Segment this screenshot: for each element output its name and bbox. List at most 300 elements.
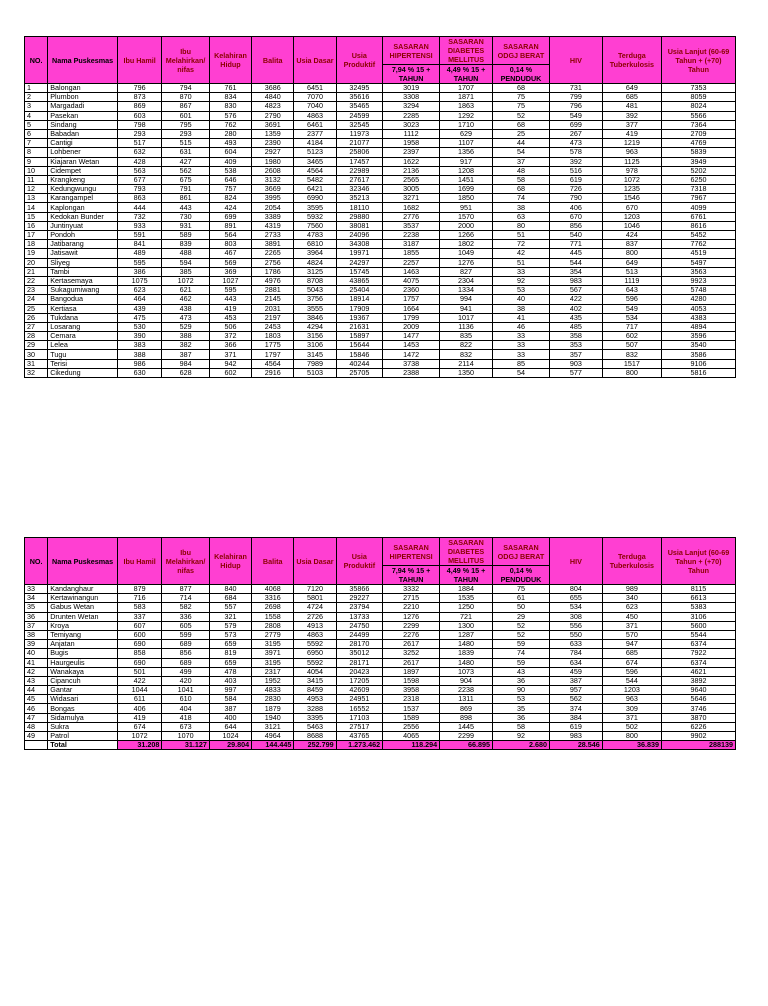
cell-value: 858	[117, 649, 161, 658]
cell-value: 372	[209, 332, 251, 341]
cell-value: 577	[549, 368, 602, 377]
cell-value: 799	[549, 93, 602, 102]
table-row	[25, 249, 736, 258]
cell-value: 1622	[383, 157, 440, 166]
cell-value: 1072	[602, 175, 661, 184]
cell-value: 3892	[661, 676, 735, 685]
cell-value: 610	[162, 695, 210, 704]
cell-value: 2388	[383, 368, 440, 377]
table-row	[25, 359, 736, 368]
cell-value: 464	[117, 295, 161, 304]
cell-value: 761	[209, 84, 251, 93]
row-number: 1	[25, 84, 48, 93]
cell-value: 7364	[661, 120, 735, 129]
cell-value: 35012	[336, 649, 382, 658]
col-no: NO.	[25, 538, 48, 585]
cell-value: 1203	[602, 212, 661, 221]
cell-value: 4383	[661, 313, 735, 322]
cell-value: 488	[162, 249, 210, 258]
cell-value: 390	[117, 332, 161, 341]
col-ibu-melahirkan: Ibu Melahirkan/ nifas	[162, 37, 210, 84]
cell-value: 385	[162, 267, 210, 276]
cell-value: 8459	[294, 686, 336, 695]
cell-value: 869	[117, 102, 161, 111]
cell-value: 873	[117, 93, 161, 102]
cell-value: 1136	[440, 322, 493, 331]
cell-value: 7318	[661, 185, 735, 194]
cell-value: 506	[209, 322, 251, 331]
cell-value: 604	[209, 148, 251, 157]
cell-value: 861	[162, 194, 210, 203]
cell-value: 475	[117, 313, 161, 322]
total-value: 252.799	[294, 741, 336, 750]
cell-value: 6990	[294, 194, 336, 203]
table-row	[25, 157, 736, 166]
cell-value: 15644	[336, 341, 382, 350]
cell-value: 61	[492, 594, 549, 603]
cell-value: 898	[440, 713, 493, 722]
cell-value: 438	[162, 304, 210, 313]
cell-value: 726	[549, 185, 602, 194]
cell-value: 481	[602, 102, 661, 111]
table-row	[25, 368, 736, 377]
puskesmas-name: Kiajaran Wetan	[48, 157, 118, 166]
col-diabetes-sub: 4,49 % 15 + TAHUN	[440, 65, 493, 84]
cell-value: 3870	[661, 713, 735, 722]
cell-value: 3195	[252, 640, 294, 649]
cell-value: 677	[117, 175, 161, 184]
cell-value: 5566	[661, 111, 735, 120]
total-value: 288139	[661, 741, 735, 750]
cell-value: 387	[162, 350, 210, 359]
row-number: 47	[25, 713, 48, 722]
cell-value: 20423	[336, 667, 382, 676]
col-odgj-sub: 0,14 % PENDUDUK	[492, 65, 549, 84]
cell-value: 33	[492, 332, 549, 341]
cell-value: 544	[549, 258, 602, 267]
cell-value: 7560	[294, 221, 336, 230]
cell-value: 1072	[162, 276, 210, 285]
puskesmas-name: Kertawinangun	[48, 594, 118, 603]
table-row	[25, 313, 736, 322]
cell-value: 392	[602, 111, 661, 120]
cell-value: 29227	[336, 594, 382, 603]
cell-value: 1589	[383, 713, 440, 722]
puskesmas-name: Kroya	[48, 621, 118, 630]
cell-value: 3132	[252, 175, 294, 184]
cell-value: 942	[209, 359, 251, 368]
cell-value: 4184	[294, 139, 336, 148]
row-number: 17	[25, 231, 48, 240]
total-value: 66.895	[440, 741, 493, 750]
table-row	[25, 667, 736, 676]
cell-value: 983	[549, 276, 602, 285]
cell-value: 891	[209, 221, 251, 230]
cell-value: 1219	[602, 139, 661, 148]
cell-value: 50	[492, 603, 549, 612]
cell-value: 621	[162, 286, 210, 295]
puskesmas-name: Haurgeulis	[48, 658, 118, 667]
col-balita: Balita	[252, 538, 294, 585]
table-row	[25, 102, 736, 111]
cell-value: 3332	[383, 585, 440, 594]
cell-value: 321	[209, 612, 251, 621]
cell-value: 791	[162, 185, 210, 194]
cell-value: 1980	[252, 157, 294, 166]
row-number: 27	[25, 322, 48, 331]
cell-value: 2779	[252, 630, 294, 639]
cell-value: 4065	[383, 732, 440, 741]
cell-value: 1276	[440, 258, 493, 267]
cell-value: 2317	[252, 667, 294, 676]
cell-value: 917	[440, 157, 493, 166]
cell-value: 856	[162, 649, 210, 658]
table-row	[25, 332, 736, 341]
cell-value: 1757	[383, 295, 440, 304]
cell-value: 1472	[383, 350, 440, 359]
cell-value: 74	[492, 194, 549, 203]
cell-value: 17457	[336, 157, 382, 166]
table-1-body	[25, 84, 736, 378]
table-row	[25, 185, 736, 194]
cell-value: 1797	[252, 350, 294, 359]
cell-value: 387	[209, 704, 251, 713]
cell-value: 841	[117, 240, 161, 249]
cell-value: 53	[492, 286, 549, 295]
cell-value: 5463	[294, 722, 336, 731]
cell-value: 1958	[383, 139, 440, 148]
cell-value: 3294	[383, 102, 440, 111]
row-number: 35	[25, 603, 48, 612]
col-usia-dasar: Usia Dasar	[294, 538, 336, 585]
cell-value: 832	[602, 350, 661, 359]
cell-value: 358	[549, 332, 602, 341]
puskesmas-name: Bugis	[48, 649, 118, 658]
cell-value: 4976	[252, 276, 294, 285]
cell-value: 3187	[383, 240, 440, 249]
cell-value: 771	[549, 240, 602, 249]
cell-value: 18914	[336, 295, 382, 304]
cell-value: 2790	[252, 111, 294, 120]
cell-value: 3005	[383, 185, 440, 194]
cell-value: 584	[209, 695, 251, 704]
cell-value: 5043	[294, 286, 336, 295]
cell-value: 1570	[440, 212, 493, 221]
row-number: 43	[25, 676, 48, 685]
cell-value: 513	[602, 267, 661, 276]
cell-value: 23794	[336, 603, 382, 612]
row-number: 30	[25, 350, 48, 359]
cell-value: 4863	[294, 111, 336, 120]
cell-value: 4840	[252, 93, 294, 102]
cell-value: 856	[549, 221, 602, 230]
col-hipertensi: SASARAN HIPERTENSI	[383, 538, 440, 566]
cell-value: 1292	[440, 111, 493, 120]
puskesmas-name: Lelea	[48, 341, 118, 350]
cell-value: 2031	[252, 304, 294, 313]
row-number: 46	[25, 704, 48, 713]
cell-value: 3308	[383, 93, 440, 102]
cell-value: 5592	[294, 658, 336, 667]
col-ibu-hamil: Ibu Hamil	[117, 37, 161, 84]
cell-value: 7120	[294, 585, 336, 594]
table-row	[25, 148, 736, 157]
cell-value: 428	[117, 157, 161, 166]
cell-value: 515	[162, 139, 210, 148]
row-number: 33	[25, 585, 48, 594]
cell-value: 7762	[661, 240, 735, 249]
cell-value: 540	[549, 231, 602, 240]
row-number: 13	[25, 194, 48, 203]
cell-value: 499	[162, 667, 210, 676]
table-row	[25, 276, 736, 285]
cell-value: 7967	[661, 194, 735, 203]
row-number: 21	[25, 267, 48, 276]
cell-value: 1477	[383, 332, 440, 341]
cell-value: 689	[162, 640, 210, 649]
cell-value: 293	[162, 129, 210, 138]
row-number: 6	[25, 129, 48, 138]
table-row	[25, 93, 736, 102]
cell-value: 11973	[336, 129, 382, 138]
puskesmas-name: Babadan	[48, 129, 118, 138]
cell-value: 840	[209, 585, 251, 594]
cell-value: 644	[209, 722, 251, 731]
cell-value: 1802	[440, 240, 493, 249]
puskesmas-name: Anjatan	[48, 640, 118, 649]
cell-value: 36	[492, 676, 549, 685]
cell-value: 3389	[252, 212, 294, 221]
cell-value: 409	[209, 157, 251, 166]
cell-value: 963	[602, 148, 661, 157]
cell-value: 623	[602, 603, 661, 612]
cell-value: 15897	[336, 332, 382, 341]
total-value: 36.839	[602, 741, 661, 750]
cell-value: 1235	[602, 185, 661, 194]
cell-value: 830	[209, 102, 251, 111]
cell-value: 24951	[336, 695, 382, 704]
cell-value: 1107	[440, 139, 493, 148]
table-row	[25, 286, 736, 295]
table-row	[25, 221, 736, 230]
cell-value: 589	[162, 231, 210, 240]
row-number: 18	[25, 240, 48, 249]
cell-value: 2698	[252, 603, 294, 612]
cell-value: 3756	[294, 295, 336, 304]
cell-value: 35616	[336, 93, 382, 102]
cell-value: 485	[549, 322, 602, 331]
cell-value: 9106	[661, 359, 735, 368]
cell-value: 59	[492, 640, 549, 649]
cell-value: 5103	[294, 368, 336, 377]
cell-value: 25	[492, 129, 549, 138]
table-row	[25, 603, 736, 612]
col-balita: Balita	[252, 37, 294, 84]
cell-value: 7989	[294, 359, 336, 368]
col-nama-puskesmas: Nama Puskesmas	[48, 37, 118, 84]
table-row	[25, 267, 736, 276]
cell-value: 40	[492, 295, 549, 304]
cell-value: 37	[492, 157, 549, 166]
cell-value: 29	[492, 612, 549, 621]
cell-value: 15846	[336, 350, 382, 359]
cell-value: 6374	[661, 658, 735, 667]
cell-value: 3106	[294, 341, 336, 350]
puskesmas-name: Bangodua	[48, 295, 118, 304]
cell-value: 27517	[336, 722, 382, 731]
cell-value: 1073	[440, 667, 493, 676]
cell-value: 595	[209, 286, 251, 295]
cell-value: 599	[162, 630, 210, 639]
cell-value: 3145	[294, 350, 336, 359]
col-usia-lanjut: Usia Lanjut (60-69 Tahun + (+70) Tahun	[661, 37, 735, 84]
table-row	[25, 640, 736, 649]
cell-value: 1445	[440, 722, 493, 731]
cell-value: 427	[162, 157, 210, 166]
cell-value: 800	[602, 368, 661, 377]
cell-value: 1535	[440, 594, 493, 603]
cell-value: 44	[492, 139, 549, 148]
cell-value: 1334	[440, 286, 493, 295]
row-number: 9	[25, 157, 48, 166]
col-kelahiran-hidup: Kelahiran Hidup	[209, 538, 251, 585]
cell-value: 670	[549, 212, 602, 221]
cell-value: 762	[209, 120, 251, 129]
cell-value: 388	[162, 332, 210, 341]
cell-value: 5816	[661, 368, 735, 377]
cell-value: 443	[209, 295, 251, 304]
cell-value: 1682	[383, 203, 440, 212]
table-row	[25, 695, 736, 704]
total-value: 2.680	[492, 741, 549, 750]
cell-value: 1480	[440, 658, 493, 667]
col-hipertensi-sub: 7,94 % 15 + TAHUN	[383, 65, 440, 84]
cell-value: 2009	[383, 322, 440, 331]
cell-value: 3023	[383, 120, 440, 129]
puskesmas-name: Temiyang	[48, 630, 118, 639]
cell-value: 1940	[252, 713, 294, 722]
cell-value: 384	[549, 713, 602, 722]
row-number: 38	[25, 630, 48, 639]
cell-value: 1276	[383, 612, 440, 621]
cell-value: 549	[602, 304, 661, 313]
cell-value: 371	[602, 621, 661, 630]
cell-value: 602	[602, 332, 661, 341]
cell-value: 489	[117, 249, 161, 258]
cell-value: 58	[492, 722, 549, 731]
cell-value: 1517	[602, 359, 661, 368]
cell-value: 1112	[383, 129, 440, 138]
cell-value: 824	[209, 194, 251, 203]
cell-value: 4783	[294, 231, 336, 240]
cell-value: 403	[209, 676, 251, 685]
cell-value: 5452	[661, 231, 735, 240]
cell-value: 21631	[336, 322, 382, 331]
cell-value: 2390	[252, 139, 294, 148]
row-number: 16	[25, 221, 48, 230]
table-row	[25, 194, 736, 203]
puskesmas-name: Juntinyuat	[48, 221, 118, 230]
cell-value: 1203	[602, 686, 661, 695]
cell-value: 1871	[440, 93, 493, 102]
cell-value: 804	[549, 585, 602, 594]
row-number: 23	[25, 286, 48, 295]
cell-value: 422	[117, 676, 161, 685]
cell-value: 3316	[252, 594, 294, 603]
puskesmas-name: Cipancuh	[48, 676, 118, 685]
col-usia-produktif: Usia Produktif	[336, 538, 382, 585]
cell-value: 596	[602, 295, 661, 304]
cell-value: 655	[549, 594, 602, 603]
cell-value: 1072	[117, 732, 161, 741]
cell-value: 340	[602, 594, 661, 603]
row-number: 39	[25, 640, 48, 649]
table-row	[25, 295, 736, 304]
cell-value: 2265	[252, 249, 294, 258]
table-row	[25, 350, 736, 359]
row-number: 19	[25, 249, 48, 258]
cell-value: 3156	[294, 332, 336, 341]
row-number: 5	[25, 120, 48, 129]
data-table-1	[24, 36, 736, 378]
cell-value: 986	[117, 359, 161, 368]
cell-value: 267	[549, 129, 602, 138]
cell-value: 68	[492, 84, 549, 93]
cell-value: 5932	[294, 212, 336, 221]
cell-value: 5600	[661, 621, 735, 630]
puskesmas-name: Kedokan Bunder	[48, 212, 118, 221]
row-number: 36	[25, 612, 48, 621]
cell-value: 3271	[383, 194, 440, 203]
cell-value: 507	[602, 341, 661, 350]
cell-value: 951	[440, 203, 493, 212]
row-number: 8	[25, 148, 48, 157]
table-row	[25, 585, 736, 594]
cell-value: 1897	[383, 667, 440, 676]
cell-value: 1664	[383, 304, 440, 313]
cell-value: 643	[602, 286, 661, 295]
cell-value: 1041	[162, 686, 210, 695]
cell-value: 596	[602, 667, 661, 676]
cell-value: 1699	[440, 185, 493, 194]
col-hipertensi-sub: 7,94 % 15 + TAHUN	[383, 566, 440, 585]
cell-value: 5544	[661, 630, 735, 639]
cell-value: 92	[492, 276, 549, 285]
col-terduga-tb: Terduga Tuberkulosis	[602, 37, 661, 84]
cell-value: 435	[549, 313, 602, 322]
cell-value: 34308	[336, 240, 382, 249]
cell-value: 7040	[294, 102, 336, 111]
cell-value: 443	[162, 203, 210, 212]
puskesmas-name: Patrol	[48, 732, 118, 741]
cell-value: 3595	[294, 203, 336, 212]
cell-value: 1850	[440, 194, 493, 203]
table-row	[25, 231, 736, 240]
cell-value: 1453	[383, 341, 440, 350]
cell-value: 563	[117, 166, 161, 175]
cell-value: 3738	[383, 359, 440, 368]
cell-value: 867	[162, 102, 210, 111]
cell-value: 717	[602, 322, 661, 331]
cell-value: 3019	[383, 84, 440, 93]
cell-value: 798	[117, 120, 161, 129]
row-number: 42	[25, 667, 48, 676]
cell-value: 366	[209, 341, 251, 350]
cell-value: 632	[117, 148, 161, 157]
cell-value: 5839	[661, 148, 735, 157]
cell-value: 933	[117, 221, 161, 230]
cell-value: 633	[549, 640, 602, 649]
